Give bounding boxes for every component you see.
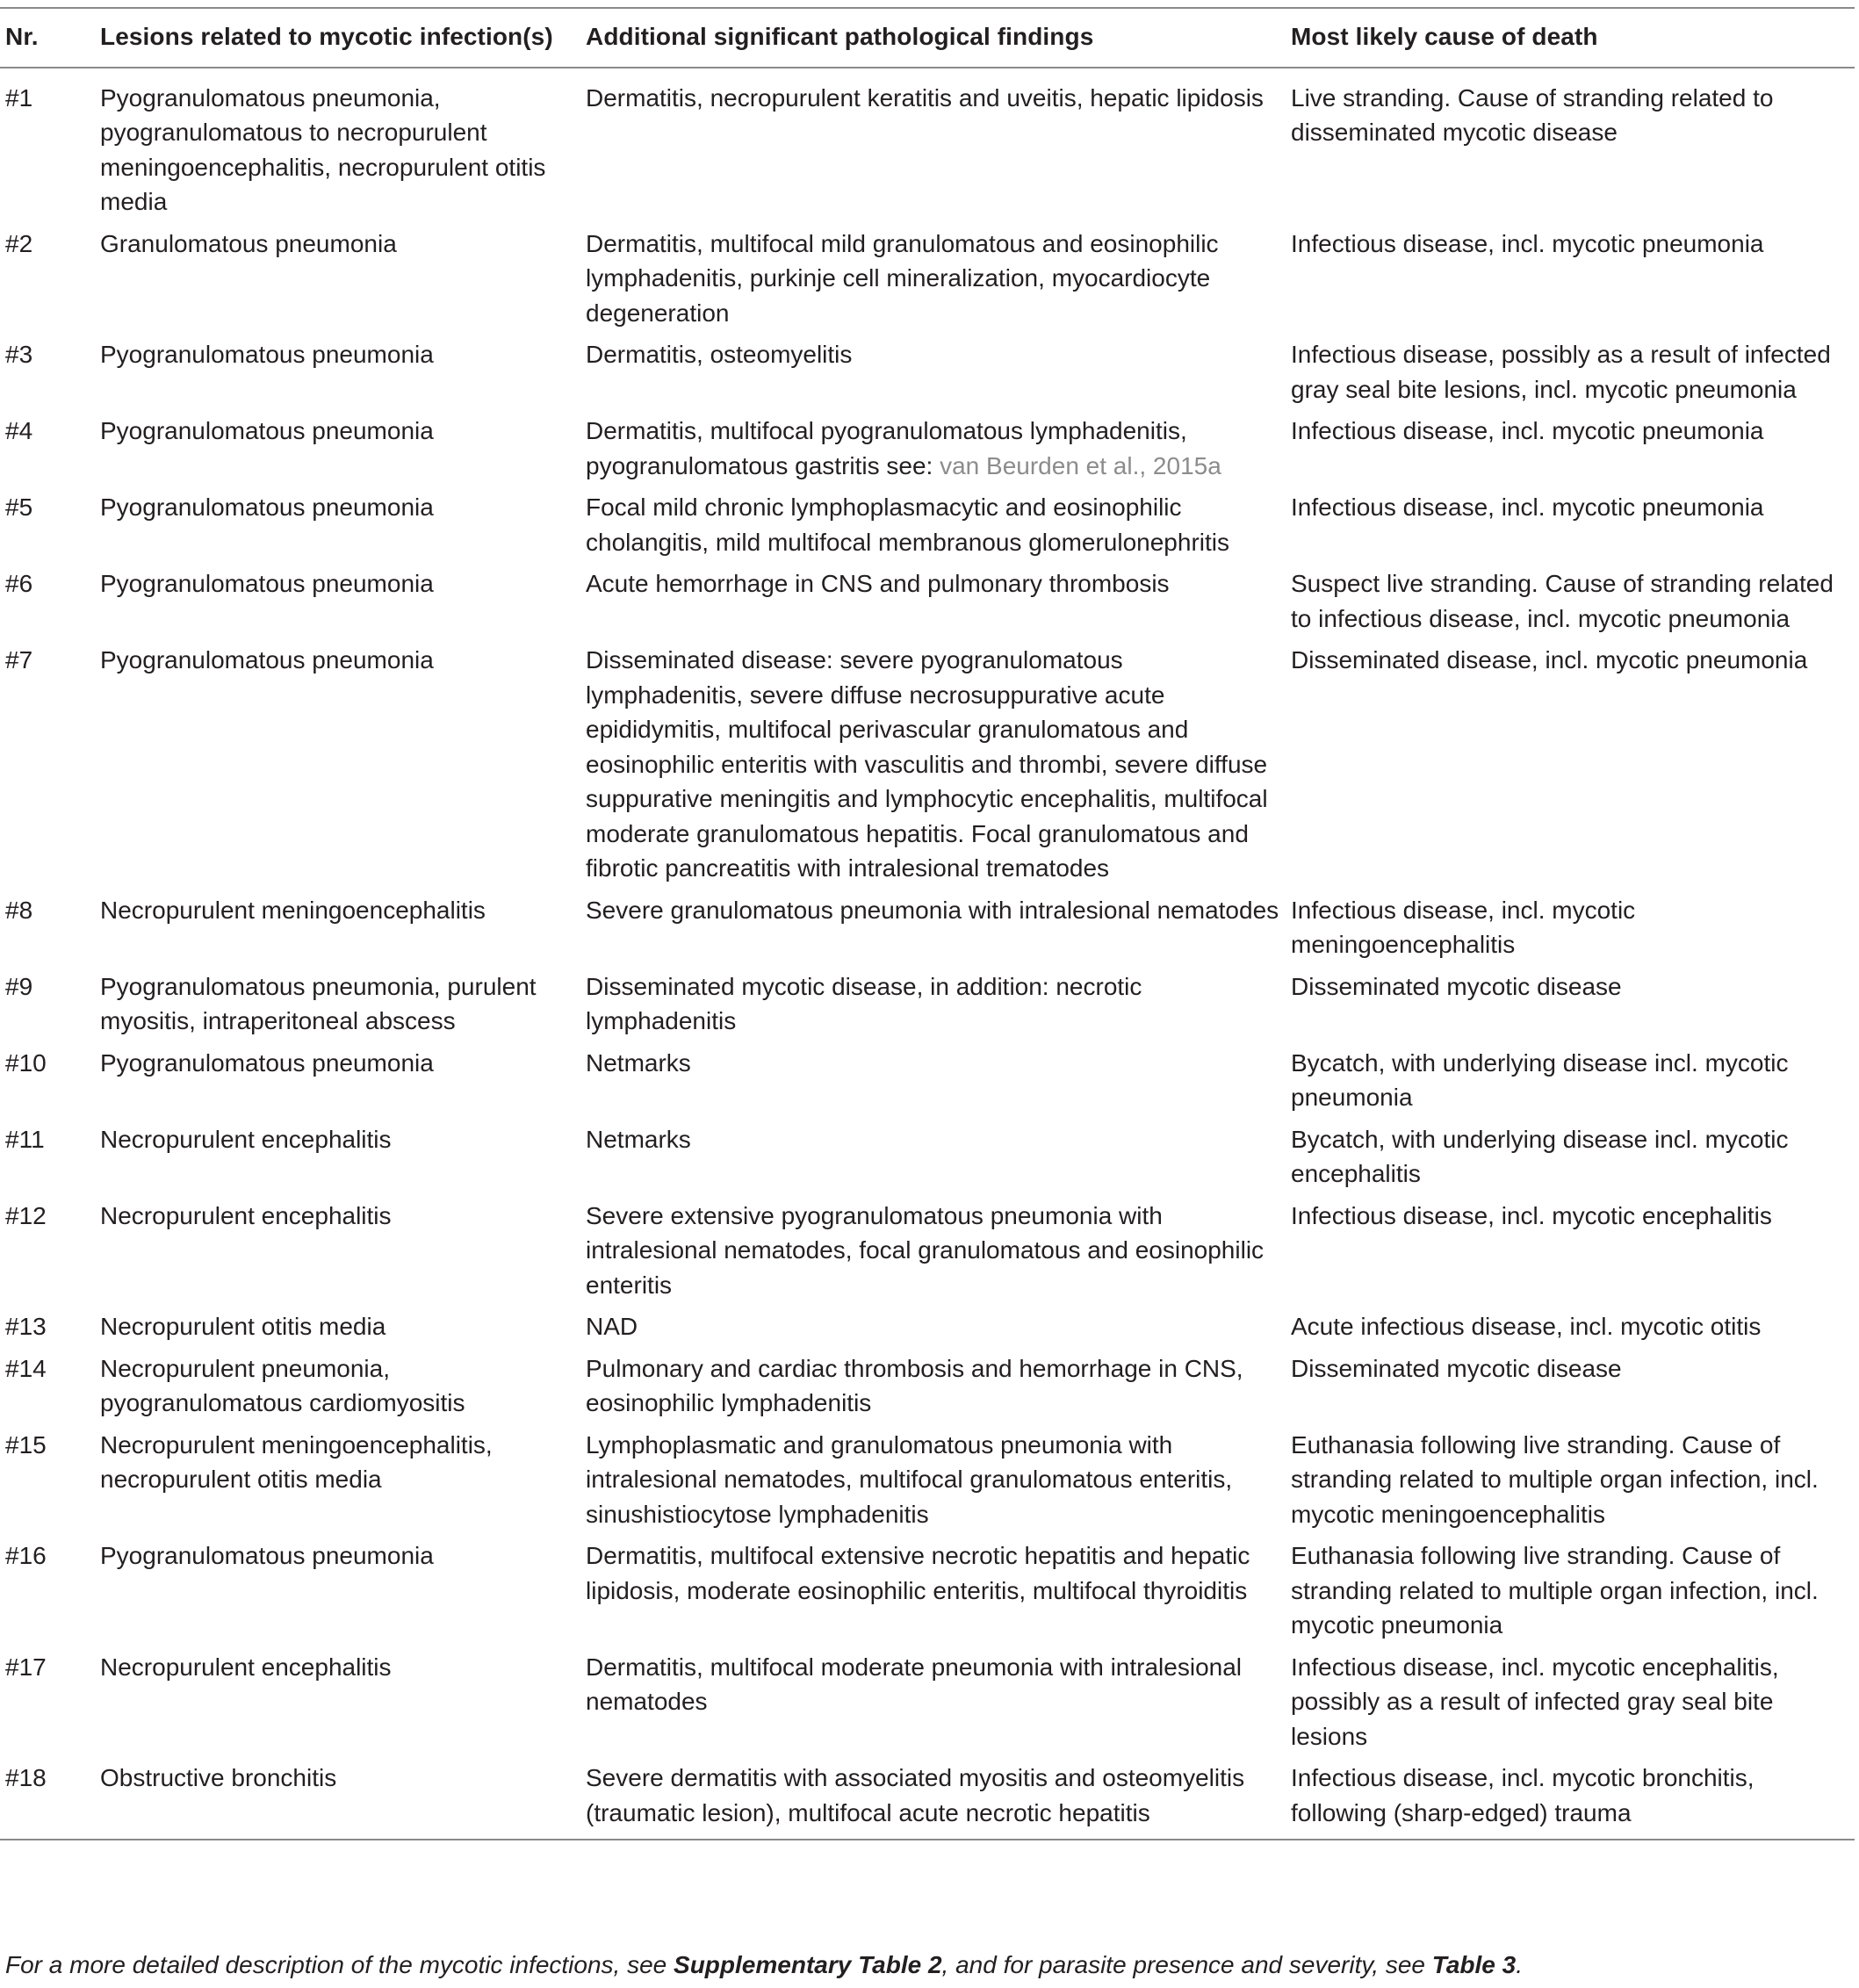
cell-nr-text: #9 bbox=[5, 972, 33, 1000]
cell-lesions-text: Necropurulent pneumonia, pyogranulomatous cardiomyositis bbox=[100, 1354, 465, 1416]
cell-nr-text: #11 bbox=[5, 1125, 45, 1153]
table-row bbox=[0, 486, 1855, 563]
cell-lesions-text: Pyogranulomatous pneumonia, purulent myositis, intraperitoneal abscess bbox=[100, 972, 537, 1034]
cell-cause-text: Euthanasia following live stranding. Cause of stranding related to multiple organ infection, incl. mycotic meningoencephalitis bbox=[1291, 1430, 1819, 1528]
cell-lesions-text: Necropurulent encephalitis bbox=[100, 1125, 392, 1153]
cell-findings-text: Lymphoplasmatic and granulomatous pneumonia with intralesional nematodes, multifocal granulomatous enteritis, sinushistiocytose lymphadenitis bbox=[586, 1430, 1233, 1528]
cell-nr-text: #4 bbox=[5, 417, 33, 444]
table-row bbox=[0, 639, 1855, 890]
cell-findings-text: Acute hemorrhage in CNS and pulmonary thrombosis bbox=[586, 570, 1170, 597]
cell-findings-text: Disseminated mycotic disease, in addition: necrotic lymphadenitis bbox=[586, 972, 1142, 1034]
cell-lesions bbox=[95, 68, 580, 223]
cell-nr-text: #1 bbox=[5, 83, 33, 112]
cell-cause-text: Infectious disease, incl. mycotic pneumonia bbox=[1291, 229, 1764, 257]
cell-nr-text: #14 bbox=[5, 1354, 47, 1382]
cell-lesions bbox=[95, 223, 580, 335]
cell-findings-text: Netmarks bbox=[586, 1048, 691, 1077]
cell-lesions bbox=[95, 563, 580, 639]
cell-findings bbox=[580, 1348, 1286, 1424]
table-footnote bbox=[5, 1951, 1523, 1979]
cell-cause-text: Infectious disease, incl. mycotic bronchitis, following (sharp-edged) trauma bbox=[1291, 1764, 1755, 1826]
cell-lesions-text: Obstructive bronchitis bbox=[100, 1764, 337, 1791]
cell-findings bbox=[580, 1306, 1286, 1348]
cell-findings bbox=[580, 486, 1286, 563]
cell-nr bbox=[0, 1757, 95, 1840]
cell-nr bbox=[0, 1119, 95, 1195]
cell-lesions bbox=[95, 639, 580, 890]
table-row bbox=[0, 1195, 1855, 1307]
table-row bbox=[0, 68, 1855, 223]
cell-findings-text: Dermatitis, osteomyelitis bbox=[586, 341, 853, 368]
cell-cause bbox=[1286, 1757, 1855, 1840]
cell-lesions bbox=[95, 1195, 580, 1307]
footnote-text-2: , and for parasite presence and severity, see bbox=[941, 1951, 1432, 1978]
cell-nr bbox=[0, 486, 95, 563]
cell-lesions bbox=[95, 1757, 580, 1840]
cell-lesions bbox=[95, 1424, 580, 1536]
table-row bbox=[0, 223, 1855, 335]
cell-findings-text: Focal mild chronic lymphoplasmacytic and eosinophilic cholangitis, mild multifocal membranous glomerulonephritis bbox=[586, 493, 1229, 556]
cell-cause-text: Disseminated mycotic disease bbox=[1291, 1354, 1622, 1382]
cell-lesions bbox=[95, 1042, 580, 1119]
cell-findings-text: Dermatitis, multifocal pyogranulomatous lymphadenitis, pyogranulomatous gastritis see: bbox=[586, 417, 1187, 479]
cell-cause-text: Disseminated mycotic disease bbox=[1291, 972, 1622, 1000]
cell-cause bbox=[1286, 1195, 1855, 1307]
cell-cause bbox=[1286, 410, 1855, 486]
cell-findings-text: Severe dermatitis with associated myositis and osteomyelitis (traumatic lesion), multifocal acute necrotic hepatitis bbox=[586, 1764, 1245, 1826]
cell-lesions bbox=[95, 486, 580, 563]
cell-nr bbox=[0, 410, 95, 486]
table-row bbox=[0, 1424, 1855, 1536]
cell-lesions bbox=[95, 410, 580, 486]
table-body bbox=[0, 68, 1855, 1840]
cell-cause bbox=[1286, 223, 1855, 335]
cell-lesions-text: Necropurulent otitis media bbox=[100, 1313, 386, 1340]
cell-findings-text: Pulmonary and cardiac thrombosis and hemorrhage in CNS, eosinophilic lymphadenitis bbox=[586, 1354, 1243, 1416]
cell-lesions-text: Necropurulent encephalitis bbox=[100, 1653, 392, 1681]
cell-nr-text: #15 bbox=[5, 1430, 47, 1459]
cell-findings-text: Disseminated disease: severe pyogranulomatous lymphadenitis, severe diffuse necrosuppurative acute epididymitis, multifocal perivascular granulomatous and eosinophilic enteritis with vasculitis and thrombi, severe diffuse suppurative meningitis and lymphocytic encephalitis, multifocal moderate granulomatous hepatitis. Focal granulomatous and fibrotic pancreatitis with intralesional trematodes bbox=[586, 646, 1268, 882]
cell-nr bbox=[0, 639, 95, 890]
cell-cause bbox=[1286, 1119, 1855, 1195]
cell-lesions bbox=[95, 1306, 580, 1348]
table-header bbox=[0, 8, 1855, 68]
table-row bbox=[0, 1535, 1855, 1646]
cell-cause bbox=[1286, 890, 1855, 966]
cell-lesions bbox=[95, 1348, 580, 1424]
cell-cause bbox=[1286, 966, 1855, 1042]
table-row bbox=[0, 1348, 1855, 1424]
cell-nr bbox=[0, 68, 95, 223]
cell-cause-text: Live stranding. Cause of stranding related to disseminated mycotic disease bbox=[1291, 83, 1774, 146]
cell-nr-text: #2 bbox=[5, 229, 33, 257]
footnote-text-3: . bbox=[1516, 1951, 1524, 1978]
table-row bbox=[0, 890, 1855, 966]
table-row bbox=[0, 966, 1855, 1042]
cell-lesions-text: Pyogranulomatous pneumonia bbox=[100, 417, 434, 444]
table-row bbox=[0, 563, 1855, 639]
cell-cause-text: Bycatch, with underlying disease incl. mycotic encephalitis bbox=[1291, 1125, 1789, 1187]
cell-nr bbox=[0, 1306, 95, 1348]
cell-cause bbox=[1286, 1306, 1855, 1348]
cell-nr bbox=[0, 1348, 95, 1424]
cell-cause bbox=[1286, 1042, 1855, 1119]
cell-lesions-text: Necropurulent meningoencephalitis, necropurulent otitis media bbox=[100, 1430, 493, 1493]
cell-findings-text: Dermatitis, multifocal mild granulomatous and eosinophilic lymphadenitis, purkinje cell mineralization, myocardiocyte degeneration bbox=[586, 229, 1219, 327]
cell-cause-text: Infectious disease, incl. mycotic encephalitis, possibly as a result of infected gray seal bite lesions bbox=[1291, 1653, 1779, 1750]
cell-nr-text: #7 bbox=[5, 646, 33, 673]
cell-nr bbox=[0, 1042, 95, 1119]
cell-cause bbox=[1286, 1424, 1855, 1536]
cell-nr-text: #18 bbox=[5, 1764, 47, 1791]
cell-cause-text: Acute infectious disease, incl. mycotic otitis bbox=[1291, 1313, 1762, 1340]
cell-findings bbox=[580, 1535, 1286, 1646]
cell-findings bbox=[580, 334, 1286, 410]
cell-nr bbox=[0, 334, 95, 410]
cell-findings-text: Severe extensive pyogranulomatous pneumonia with intralesional nematodes, focal granulomatous and eosinophilic enteritis bbox=[586, 1201, 1265, 1299]
cell-nr-text: #5 bbox=[5, 493, 33, 521]
cell-cause bbox=[1286, 639, 1855, 890]
cell-findings bbox=[580, 68, 1286, 223]
cell-lesions-text: Pyogranulomatous pneumonia bbox=[100, 1542, 434, 1569]
cell-nr-text: #16 bbox=[5, 1542, 47, 1569]
cell-nr bbox=[0, 563, 95, 639]
cell-nr-text: #8 bbox=[5, 896, 33, 924]
cell-findings bbox=[580, 966, 1286, 1042]
cell-findings bbox=[580, 890, 1286, 966]
cell-cause bbox=[1286, 1348, 1855, 1424]
footnote-supplementary-table-ref[interactable]: Supplementary Table 2 bbox=[674, 1951, 942, 1978]
cell-lesions-text: Granulomatous pneumonia bbox=[100, 229, 397, 257]
cell-nr bbox=[0, 223, 95, 335]
table-row bbox=[0, 1757, 1855, 1840]
cell-cause-text: Infectious disease, incl. mycotic pneumonia bbox=[1291, 493, 1764, 521]
header-nr: Nr. bbox=[5, 23, 39, 50]
cell-findings bbox=[580, 1042, 1286, 1119]
cell-nr-text: #12 bbox=[5, 1201, 47, 1229]
cell-cause bbox=[1286, 68, 1855, 223]
cell-lesions bbox=[95, 1646, 580, 1758]
cell-findings bbox=[580, 1424, 1286, 1536]
cell-cause-text: Suspect live stranding. Cause of stranding related to infectious disease, incl. mycotic pneumonia bbox=[1291, 570, 1834, 632]
header-cause: Most likely cause of death bbox=[1291, 23, 1598, 50]
citation-link[interactable]: van Beurden et al., 2015a bbox=[940, 451, 1221, 479]
cell-cause-text: Infectious disease, incl. mycotic pneumonia bbox=[1291, 417, 1764, 444]
cell-lesions-text: Necropurulent meningoencephalitis bbox=[100, 896, 486, 924]
footnote-text-1: For a more detailed description of the mycotic infections, see bbox=[5, 1951, 674, 1978]
table-row bbox=[0, 410, 1855, 486]
cell-findings-text: Netmarks bbox=[586, 1125, 691, 1153]
cell-findings-text: Dermatitis, multifocal extensive necrotic hepatitis and hepatic lipidosis, moderate eosinophilic enteritis, multifocal thyroiditis bbox=[586, 1542, 1250, 1604]
cell-findings-text: Severe granulomatous pneumonia with intralesional nematodes bbox=[586, 896, 1279, 924]
cell-nr bbox=[0, 1646, 95, 1758]
table-row bbox=[0, 334, 1855, 410]
cell-nr-text: #3 bbox=[5, 341, 33, 368]
cell-findings bbox=[580, 639, 1286, 890]
header-row bbox=[0, 8, 1855, 68]
cell-cause bbox=[1286, 1535, 1855, 1646]
cell-cause-text: Infectious disease, incl. mycotic encephalitis bbox=[1291, 1201, 1772, 1229]
cell-lesions-text: Necropurulent encephalitis bbox=[100, 1201, 392, 1229]
cell-findings bbox=[580, 1646, 1286, 1758]
cell-cause-text: Euthanasia following live stranding. Cause of stranding related to multiple organ infection, incl. mycotic pneumonia bbox=[1291, 1542, 1819, 1639]
cell-nr bbox=[0, 966, 95, 1042]
cell-findings bbox=[580, 563, 1286, 639]
table-row bbox=[0, 1646, 1855, 1758]
cell-cause-text: Infectious disease, possibly as a result of infected gray seal bite lesions, incl. mycotic pneumonia bbox=[1291, 341, 1831, 403]
cell-findings bbox=[580, 1757, 1286, 1840]
cell-cause bbox=[1286, 334, 1855, 410]
cell-findings bbox=[580, 1195, 1286, 1307]
cell-cause bbox=[1286, 1646, 1855, 1758]
cell-nr bbox=[0, 1195, 95, 1307]
cell-nr-text: #13 bbox=[5, 1313, 47, 1340]
cell-lesions bbox=[95, 334, 580, 410]
cell-findings-text: Dermatitis, multifocal moderate pneumonia with intralesional nematodes bbox=[586, 1653, 1243, 1715]
cell-lesions bbox=[95, 1119, 580, 1195]
cell-nr bbox=[0, 1424, 95, 1536]
cell-nr bbox=[0, 1535, 95, 1646]
cell-lesions-text: Pyogranulomatous pneumonia bbox=[100, 570, 434, 597]
header-findings: Additional significant pathological findings bbox=[586, 23, 1094, 50]
cell-findings bbox=[580, 1119, 1286, 1195]
header-lesions: Lesions related to mycotic infection(s) bbox=[100, 23, 553, 50]
cell-lesions-text: Pyogranulomatous pneumonia bbox=[100, 646, 434, 673]
cell-lesions-text: Pyogranulomatous pneumonia bbox=[100, 1048, 434, 1077]
table-row bbox=[0, 1306, 1855, 1348]
cell-lesions bbox=[95, 966, 580, 1042]
cell-lesions-text: Pyogranulomatous pneumonia bbox=[100, 341, 434, 368]
cell-findings-text: NAD bbox=[586, 1313, 638, 1340]
cell-nr bbox=[0, 890, 95, 966]
cell-nr-text: #6 bbox=[5, 570, 33, 597]
cell-lesions bbox=[95, 890, 580, 966]
table-row bbox=[0, 1042, 1855, 1119]
cell-findings-text: Dermatitis, necropurulent keratitis and uveitis, hepatic lipidosis bbox=[586, 83, 1264, 112]
table-row bbox=[0, 1119, 1855, 1195]
cell-cause bbox=[1286, 486, 1855, 563]
footnote-table-3-ref[interactable]: Table 3 bbox=[1431, 1951, 1517, 1978]
cell-cause-text: Bycatch, with underlying disease incl. mycotic pneumonia bbox=[1291, 1048, 1789, 1111]
pathology-table bbox=[0, 7, 1855, 1840]
cell-findings bbox=[580, 223, 1286, 335]
cell-lesions bbox=[95, 1535, 580, 1646]
cell-findings bbox=[580, 410, 1286, 486]
cell-cause bbox=[1286, 563, 1855, 639]
cell-nr-text: #17 bbox=[5, 1653, 47, 1681]
cell-lesions-text: Pyogranulomatous pneumonia, pyogranulomatous to necropurulent meningoencephalitis, necropurulent otitis media bbox=[100, 83, 546, 215]
cell-nr-text: #10 bbox=[5, 1048, 47, 1077]
cell-lesions-text: Pyogranulomatous pneumonia bbox=[100, 493, 434, 521]
cell-cause-text: Disseminated disease, incl. mycotic pneumonia bbox=[1291, 646, 1808, 673]
cell-cause-text: Infectious disease, incl. mycotic meningoencephalitis bbox=[1291, 896, 1636, 958]
